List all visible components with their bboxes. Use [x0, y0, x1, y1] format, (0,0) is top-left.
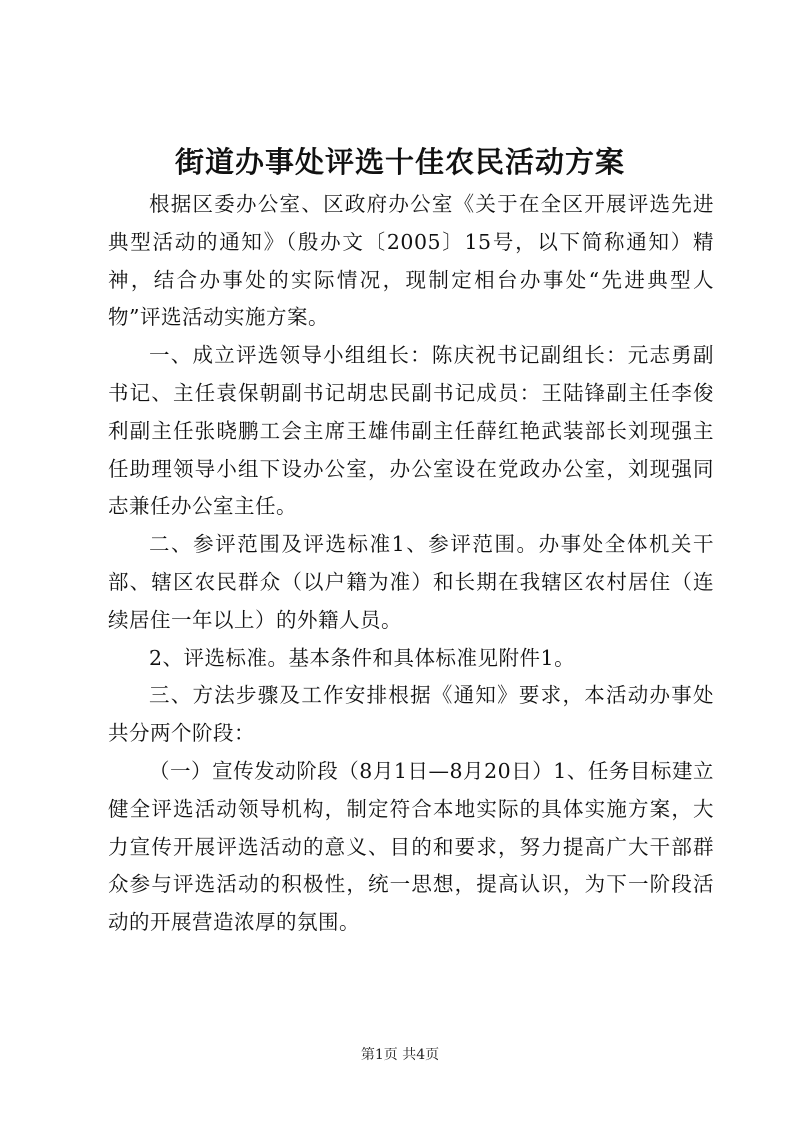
document-title: 街道办事处评选十佳农民活动方案: [174, 145, 625, 179]
paragraph-section-1: 一、成立评选领导小组组长：陈庆祝书记副组长：元志勇副书记、主任袁保朝副书记胡忠民副书记成员：王陆锋副主任李俊利副主任张晓鹏工会主席王雄伟副主任薛红艳武装部长刘现强主任助理领导小组下设办公室，办公室设在党政办公室，刘现强同志兼任办公室主任。: [108, 343, 714, 519]
document-body: [108, 186, 714, 942]
page-footer: 第1页 共4页: [360, 1047, 440, 1063]
paragraph-criteria: 2、评选标准。基本条件和具体标准见附件1。: [149, 645, 576, 670]
paragraph-section-2: 二、参评范围及评选标准1、参评范围。办事处全体机关干部、辖区农民群众（以户籍为准）和长期在我辖区农村居住（连续居住一年以上）的外籍人员。: [108, 532, 714, 632]
paragraph-stage-1: （一）宣传发动阶段（8月1日—8月20日）1、任务目标建立健全评选活动领导机构，制定符合本地实际的具体实施方案，大力宣传开展评选活动的意义、目的和要求，努力提高广大干部群众参与评选活动的积极性，统一思想，提高认识，为下一阶段活动的开展营造浓厚的氛围。: [108, 758, 714, 935]
paragraph-section-3: 三、方法步骤及工作安排根据《通知》要求，本活动办事处共分两个阶段：: [108, 683, 714, 746]
paragraph-intro: 根据区委办公室、区政府办公室《关于在全区开展评选先进典型活动的通知》（殷办文〔2005〕15号，以下简称通知）精神，结合办事处的实际情况，现制定相台办事处“先进典型人物”评选活动实施方案。: [108, 192, 714, 330]
